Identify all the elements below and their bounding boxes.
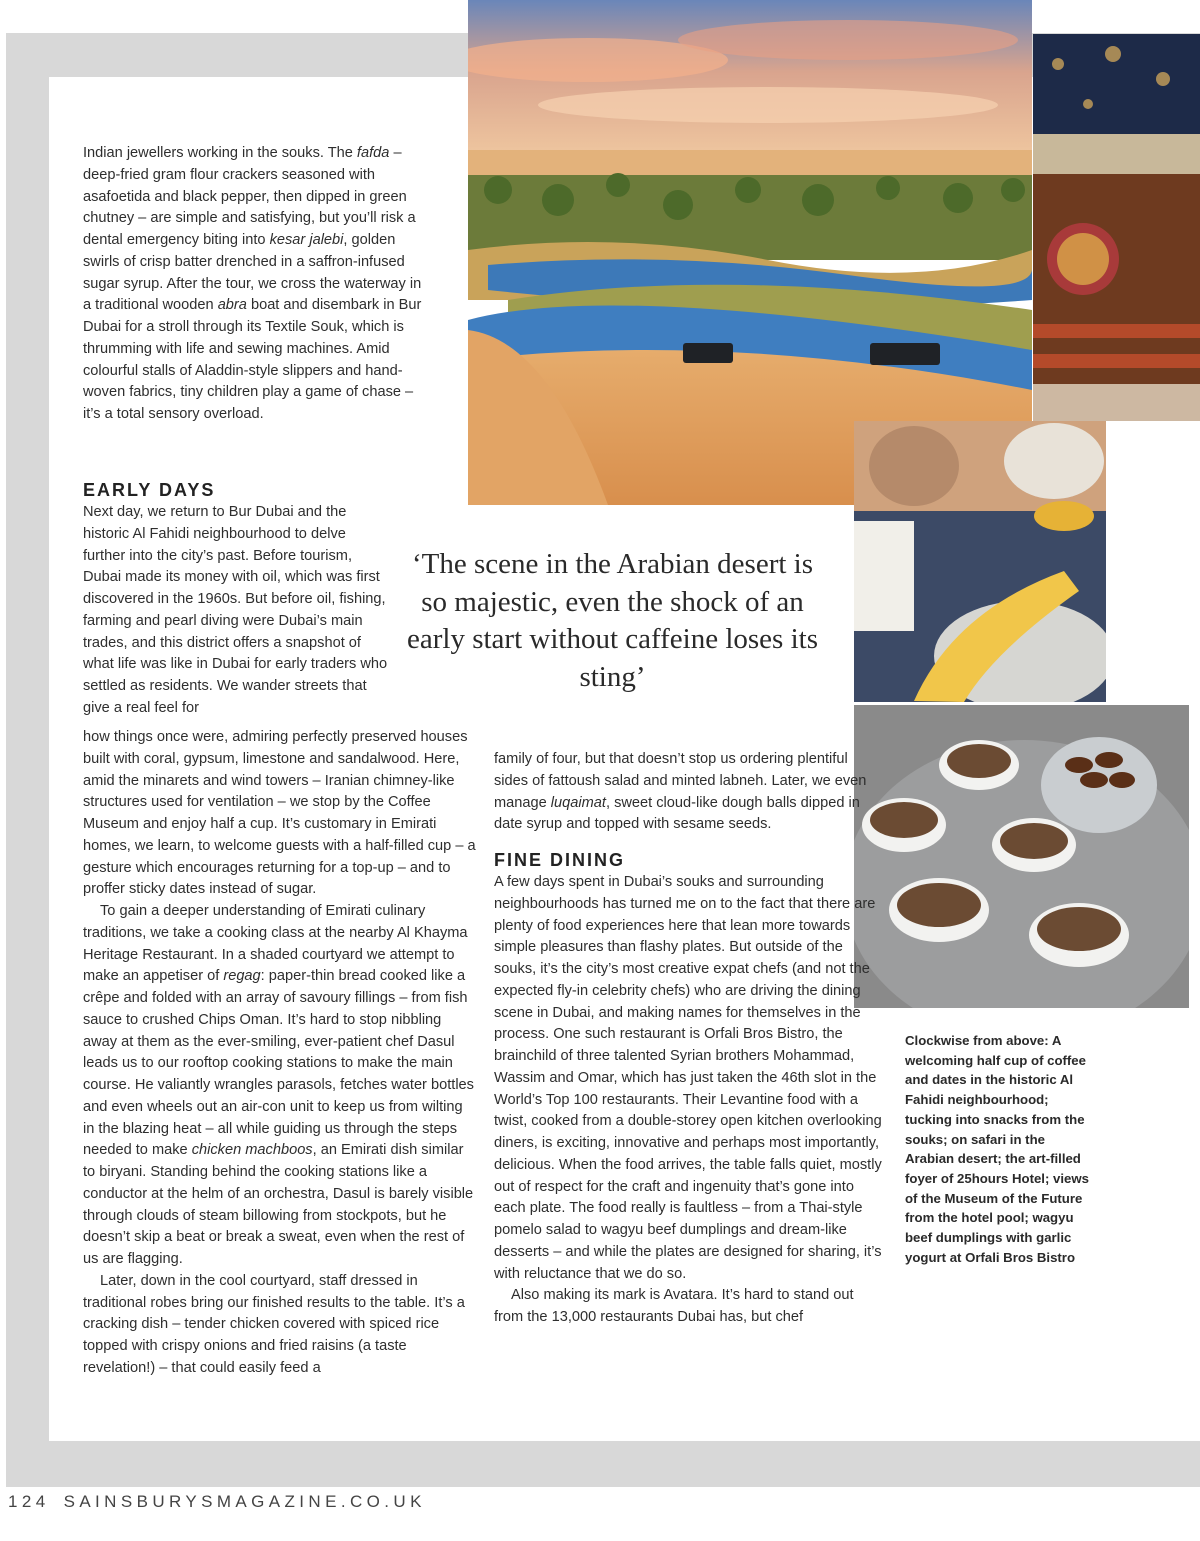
coffee-and-dates-photo	[854, 705, 1189, 1008]
section-heading-fine-dining: FINE DINING	[494, 850, 626, 870]
paragraph-souks: Indian jewellers working in the souks. The fafda – deep-fried gram flour crackers seasoned with asafoetida and black pepper, then dipped in green chutney – are simple and satisfying, but you’ll risk a dental emergency biting into kesar jalebi, golden swirls of crisp batter drenched in a saffron-infused sugar syrup. After the tour, we cross the waterway in a traditional wooden abra boat and disembark in Bur Dubai for a stroll through its Textile Souk, which is thrumming with life and sewing machines. Amid colourful stalls of Aladdin-style slippers and hand-woven fabrics, tiny children play a game of chase – it’s a total sensory overload.	[83, 145, 422, 422]
page-footer	[8, 1492, 426, 1512]
page-number: 124	[8, 1492, 50, 1511]
photo-caption: Clockwise from above: A welcoming half cup of coffee and dates in the historic Al Fahidi neighbourhood; tucking into snacks from the souks; on safari in the Arabian desert; the art-filled foyer of 25hours Hotel; views of the Museum of the Future from the hotel pool; wagyu beef dumplings with garlic yogurt at Orfali Bros Bistro	[905, 1033, 1089, 1265]
souk-snacks-photo	[854, 421, 1106, 702]
paragraph-coffee-museum: how things once were, admiring perfectly preserved houses built with coral, gypsum, limestone and sandalwood. Here, amid the minarets and wind towers – Iranian chimney-like structures used for ventilation – we stop by the Coffee Museum and enjoy half a cup. It’s customary in Emirati homes, we learn, to welcome guests with a half-filled cup – a gesture which encourages returning for a top-up – and to proffer sticky dates instead of sugar.	[83, 729, 476, 898]
paragraph-orfali-bros: A few days spent in Dubai’s souks and surrounding neighbourhoods has turned me on to the fact that there are plenty of food experiences here that lean more towards simple pleasures than flashy plates. But outside of the souks, it’s the city’s most creative expat chefs (and not the expected fly-in celebrity chefs) who are driving the dining scene in Dubai, and making names for themselves in the process. One such restaurant is Orfali Bros Bistro, the brainchild of three talented Syrian brothers Mohammad, Wassim and Omar, which has just taken the 46th slot in the World’s Top 100 restaurants. Their Levantine food with a twist, cooked from a double-storey open kitchen overlooking diners, is exciting, innovative and perhaps most importantly, delicious. When the food arrives, the table falls quiet, mostly out of respect for the craft and ingenuity that’s gone into each plate. The food really is faultless – from a Thai-style pomelo salad to wagyu beef dumplings and dream-like desserts – and while the plates are designed for sharing, it’s with reluctance that we do so.	[494, 874, 882, 1282]
article-column-2	[494, 749, 884, 1329]
section-heading-early-days: EARLY DAYS	[83, 480, 216, 500]
hotel-foyer-photo	[1033, 34, 1200, 421]
magazine-website: SAINSBURYSMAGAZINE.CO.UK	[63, 1492, 426, 1511]
article-column-1-middle	[83, 466, 388, 720]
article-column-1-bottom	[83, 727, 478, 1380]
hotel-pool-photo	[1107, 421, 1200, 507]
paragraph-courtyard: Later, down in the cool courtyard, staff dressed in traditional robes bring our finished results to the table. It’s a cracking dish – tender chicken covered with spiced rice topped with crispy onions and fried raisins (a taste revelation!) – that could easily feed a	[83, 1272, 465, 1376]
paragraph-luqaimat: family of four, but that doesn’t stop us ordering plentiful sides of fattoush salad and minted labneh. Later, we even manage luqaimat, sweet cloud-like dough balls dipped in date syrup and topped with sesame seeds.	[494, 751, 867, 833]
paragraph-avatara: Also making its mark is Avatara. It’s hard to stand out from the 13,000 restaurants Dubai has, but chef	[494, 1287, 854, 1325]
pull-quote: ‘The scene in the Arabian desert is so majestic, even the shock of an early start without caffeine loses its sting’	[407, 548, 818, 693]
paragraph-al-fahidi: Next day, we return to Bur Dubai and the historic Al Fahidi neighbourhood to delve further into the city’s past. Before tourism, Dubai made its money with oil, which was first discovered in the 1960s. But before oil, fishing, farming and pearl diving were Dubai’s main trades, and this district offers a snapshot of what life was like in Dubai for early traders who settled as residents. We wander streets that give a real feel for	[83, 504, 388, 716]
article-column-1-top	[83, 143, 433, 426]
paragraph-cooking-class: To gain a deeper understanding of Emirati culinary traditions, we take a cooking class at the nearby Al Khayma Heritage Restaurant. In a shaded courtyard we attempt to make an appetiser of regag: paper-thin bread cooked like a crêpe and folded with an array of savoury fillings – from fish sauce to crushed Chips Oman. It’s hard to stop nibbling away at them as the ever-smiling, ever-patient chef Dasul leads us to our rooftop cooking stations to make the main course. He valiantly wrangles parasols, fetches water bottles and even wheels out an air-con unit to keep us from wilting in the blazing heat – all while guiding us through the steps needed to make chicken machboos, an Emirati dish similar to biryani. Standing behind the cooking stations like a conductor at the helm of an orchestra, Dasul is barely visible through clouds of steam billowing from stockpots, but he doesn’t skip a beat or break a sweat, even when the rest of us are flagging.	[83, 903, 474, 1267]
